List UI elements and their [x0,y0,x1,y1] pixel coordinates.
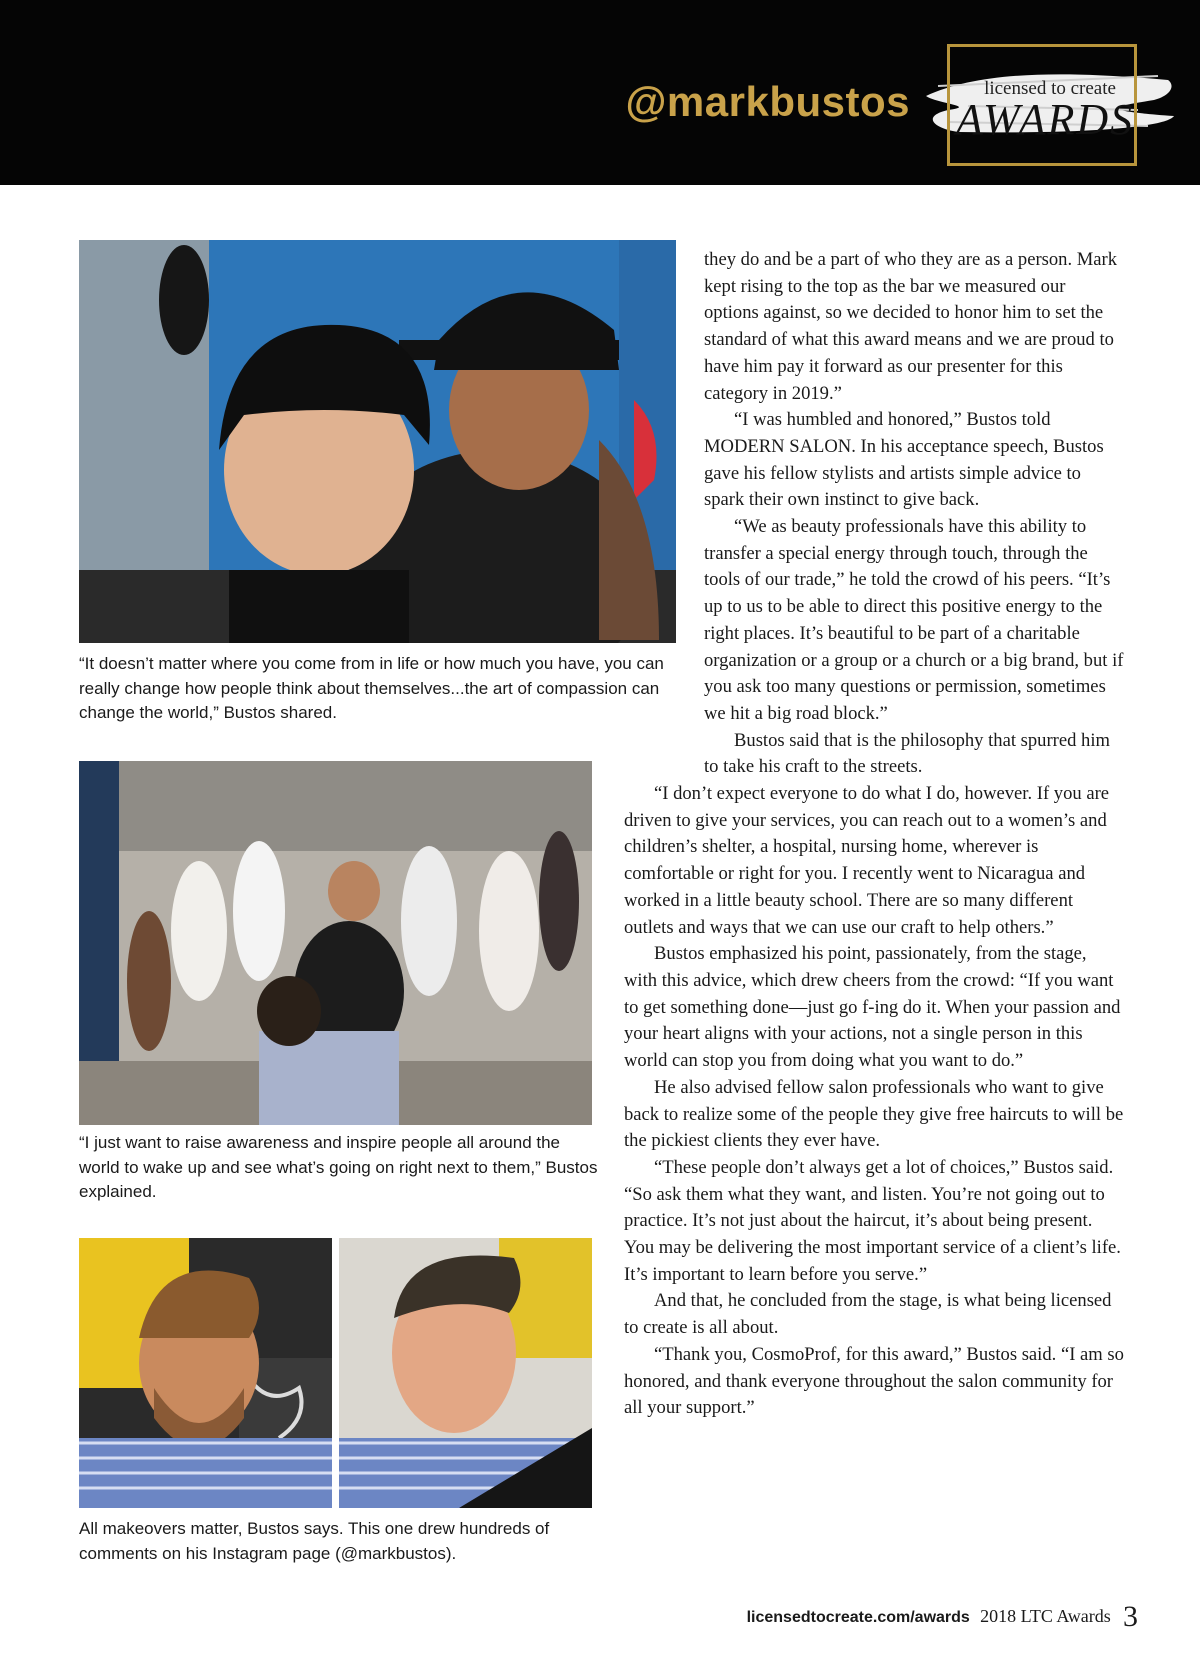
footer-url[interactable]: licensedtocreate.com/awards [746,1609,970,1626]
article-paragraph: And that, he concluded from the stage, is what being licensed to create is all about. [624,1290,1112,1339]
photo-caption: All makeovers matter, Bustos says. This one drew hundreds of comments on his Instagram page (@markbustos). [79,1519,550,1563]
photo-caption: “I just want to raise awareness and inspire people all around the world to wake up and see what’s going on right next to them,” Bustos explained. [79,1133,598,1201]
article-paragraph: they do and be a part of who they are as a person. Mark kept rising to the top as the bar we measured our options against, so we decided to honor him to set the standard of what this award means and we are proud to have him pay it forward as our presenter for this category in 2019.” [704,249,1118,404]
footer-edition: 2018 LTC Awards [980,1606,1111,1626]
article-paragraph: “Thank you, CosmoProf, for this award,” Bustos said. “I am so honored, and thank everyone throughout the salon community for all your support.” [624,1343,1124,1419]
article-paragraph: “We as beauty professionals have this ability to transfer a special energy through touch, through the tools of our trade,” he told the crowd of his peers. “It’s up to us to be able to direct this positive energy to the right places. It’s beautiful to be part of a charitable organization or a group or a church or a big brand, but if you ask too many questions or permission, sometimes we hit a big road block.” [704,516,1124,724]
article-body [624,247,1124,1422]
photo-makeover-after [339,1238,592,1508]
photo-makeover-before [79,1238,332,1508]
awards-logo-title: AWARDS [955,95,1135,144]
awards-logo-tagline: licensed to create [984,78,1116,99]
photo-barber-cutting-child-hair [79,240,676,643]
photo-street-haircut-crowd [79,761,592,1125]
article-paragraph: Bustos said that is the philosophy that spurred him to take his craft to the streets. [704,729,1110,778]
article-paragraph: He also advised fellow salon professionals who want to give back to realize some of the people they give free haircuts to will be the pickiest clients they ever have. [624,1076,1124,1152]
article-paragraph: “I was humbled and honored,” Bustos told MODERN SALON. In his acceptance speech, Bustos gave his fellow stylists and artists simple advice to spark their own instinct to give back. [704,409,1104,511]
page-footer [746,1596,1138,1633]
instagram-handle: @markbustos [625,78,910,125]
article-paragraph: Bustos emphasized his point, passionately, from the stage, with this advice, which drew cheers from the crowd: “If you want to get something done—just go f-ing do it. When your passion and your heart aligns with your actions, not a single person in this world can stop you from doing what you want to do.” [624,943,1121,1072]
header-banner [0,0,1200,185]
article-paragraph: “These people don’t always get a lot of choices,” Bustos said. “So ask them what they want, and listen. You’re not going out to practice. It’s not just about the haircut, it’s about being present. You may be delivering the most important service of a client’s life. It’s important to learn before you serve.” [624,1156,1121,1285]
page-number: 3 [1123,1600,1138,1633]
photo-caption: “It doesn’t matter where you come from in life or how much you have, you can really change how people think about themselves...the art of compassion can change the world,” Bustos shared. [79,654,664,722]
photo-wrap-spacer [624,247,704,755]
article-paragraph: “I don’t expect everyone to do what I do, however. If you are driven to give your services, you can reach out to a women’s and children’s shelter, a hospital, nursing home, wherever is comfortable or right for you. I recently went to Nicaragua and worked in a little beauty school. There are so many different outlets and ways that we can use our craft to help others.” [624,783,1110,938]
